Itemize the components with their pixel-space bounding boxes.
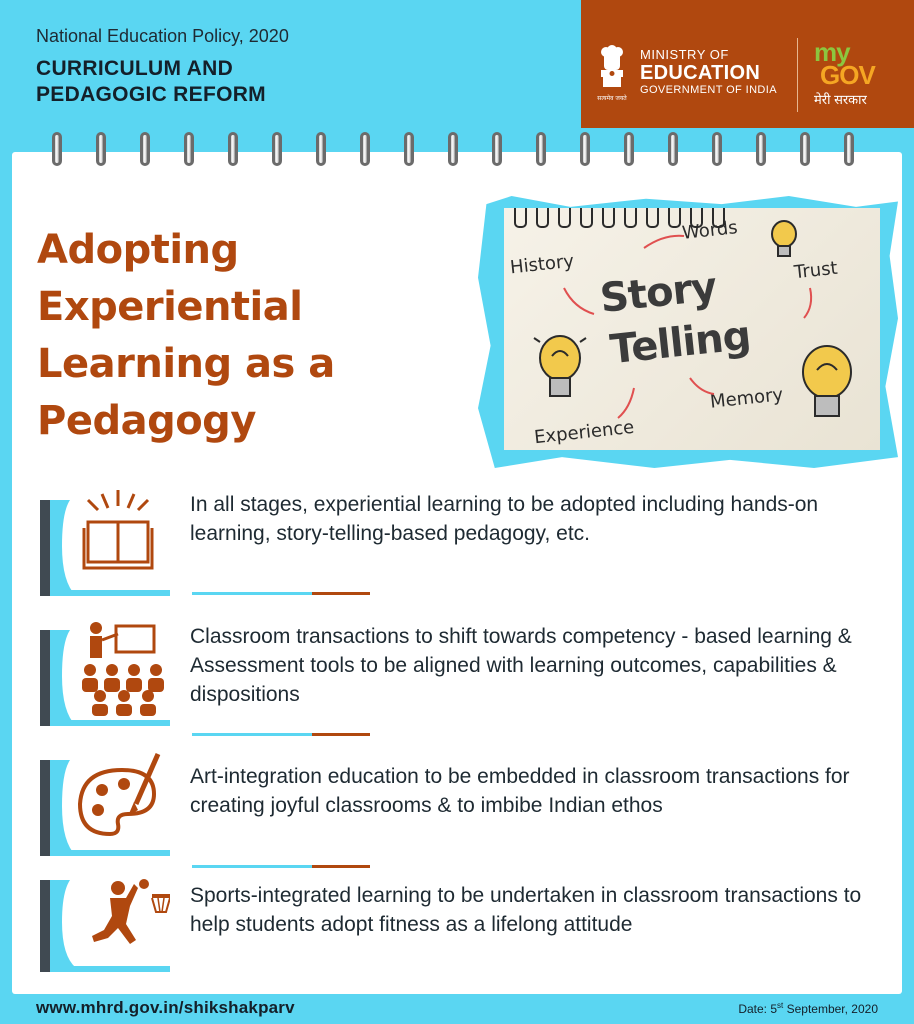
storytelling-notebook-image [504,208,880,450]
mygov-hindi: मेरी सरकार [814,92,867,107]
photo-story-text: Story [597,264,719,322]
item-text-4: Sports-integrated learning to be undertaken in classroom transactions to help students adopt fitness as a lifelong attitude [190,884,862,936]
main-heading-line4: Pedagogy [37,398,256,444]
spiral-ring [52,132,62,166]
photo-arrows [504,208,880,450]
item-divider [192,733,370,736]
section-title [36,56,266,108]
footer-url: www.mhrd.gov.in/shikshakparv [36,998,295,1017]
main-heading-line2: Experiential [37,284,303,330]
main-heading-line1: Adopting [37,227,239,273]
photo-telling-text: Telling [607,312,753,374]
spiral-ring [492,132,502,166]
footer-date-suffix: September, 2020 [783,1002,878,1016]
section-title-line1: CURRICULUM AND [36,57,234,80]
spiral-ring [316,132,326,166]
ministry-line1: MINISTRY OF [640,47,729,62]
spiral-ring [668,132,678,166]
spiral-ring [228,132,238,166]
spiral-ring [844,132,854,166]
policy-label: National Education Policy, 2020 [36,26,289,46]
item-text-1: In all stages, experiential learning to be adopted including hands-on learning, story-telling-based pedagogy, etc. [190,493,819,545]
photo-word-words: Words [681,217,739,244]
spiral-binding [0,132,914,172]
mygov-my: my [814,37,850,67]
photo-word-trust: Trust [793,257,839,284]
spiral-ring [96,132,106,166]
spiral-ring [580,132,590,166]
spiral-ring [800,132,810,166]
main-heading [37,222,367,450]
footer-date-sup: st [777,1001,784,1010]
footer-date [738,1001,878,1016]
spiral-ring [712,132,722,166]
spiral-ring [404,132,414,166]
spiral-ring [140,132,150,166]
spiral-ring [272,132,282,166]
spiral-ring [756,132,766,166]
storytelling-photo [478,196,898,468]
spiral-ring [624,132,634,166]
logo-divider [797,38,798,112]
item-divider [192,865,370,868]
photo-word-memory: Memory [709,384,785,413]
footer-date-prefix: Date: 5 [738,1002,778,1016]
photo-word-history: History [509,250,575,279]
emblem-caption: सत्यमेव जयते [597,95,627,102]
spiral-ring [536,132,546,166]
open-book-icon [40,486,170,606]
spiral-ring [360,132,370,166]
classroom-teacher-icon [40,616,170,736]
ministry-logo [640,48,777,97]
basketball-player-icon [40,876,170,996]
item-divider [192,592,370,595]
spiral-ring [448,132,458,166]
mygov-logo [814,37,898,108]
ministry-line2: EDUCATION [640,62,761,84]
mygov-gov: GOV [820,60,875,90]
section-title-line2: PEDAGOGIC REFORM [36,83,266,106]
national-emblem-icon [592,44,632,106]
main-heading-line3: Learning as a [37,341,335,387]
ministry-line3: GOVERNMENT OF INDIA [640,84,777,96]
paint-palette-icon [40,746,170,866]
photo-word-experience: Experience [533,416,636,449]
spiral-ring [184,132,194,166]
item-text-2: Classroom transactions to shift towards competency - based learning & Assessment tools to be aligned with learning outcomes, capabilities & dispositions [190,625,852,706]
item-text-3: Art-integration education to be embedded in classroom transactions for creating joyful classrooms & to imbibe Indian ethos [190,765,850,817]
